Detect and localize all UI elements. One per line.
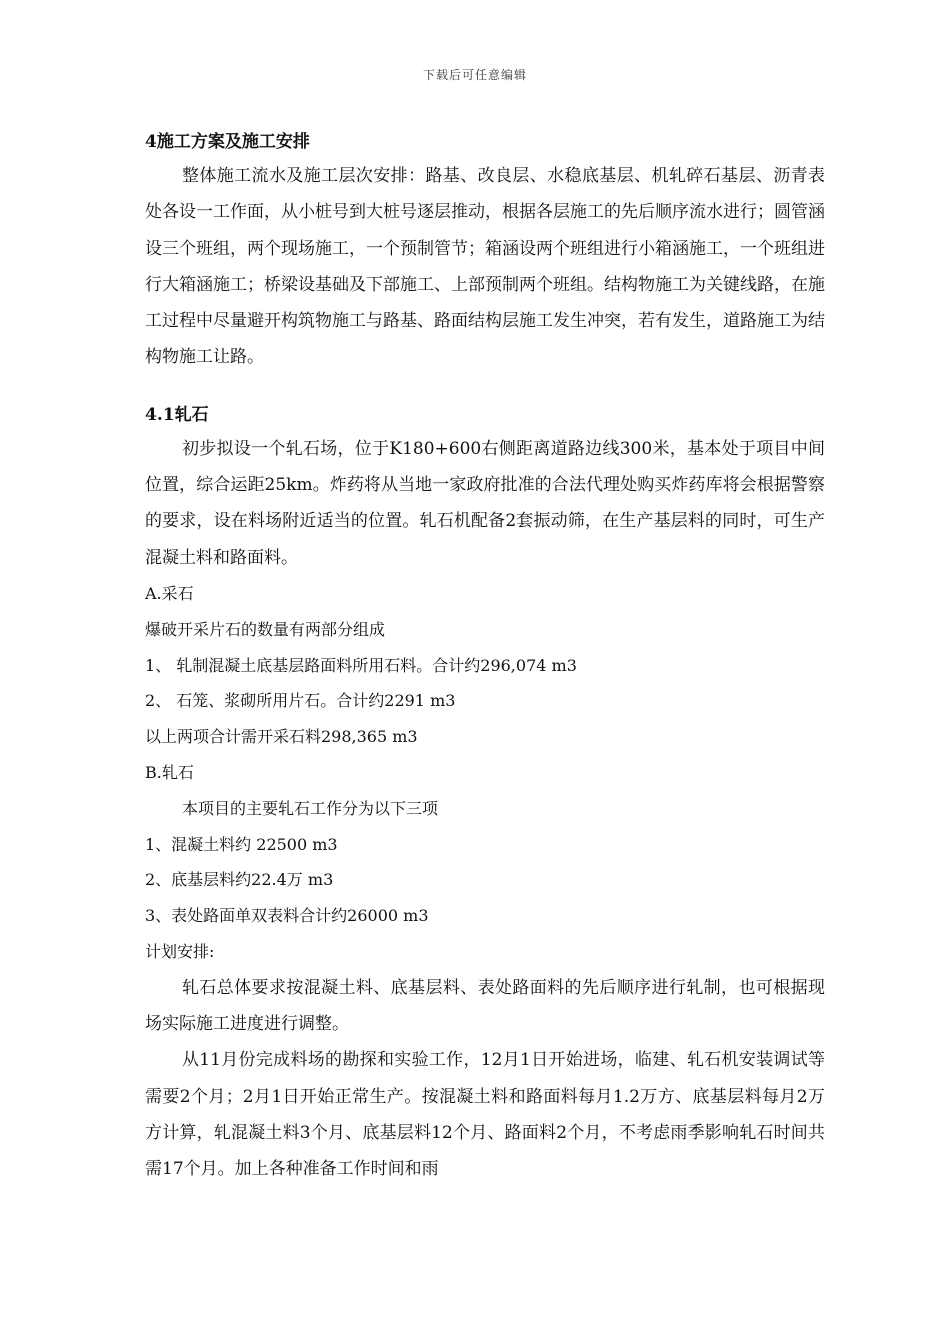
part-a-label: A.采石 <box>145 583 194 603</box>
page-header-note: 下载后可任意编辑 <box>422 68 527 82</box>
plan-paragraph-2: 从11月份完成料场的勘探和实验工作，12月1日开始进场，临建、轧石机安装调试等需要2个月；2月1日开始正常生产。按混凝土料和路面料每月1.2万方、底基层料每月2万方计算，轧混凝土料3个月、底基层料12个月、路面料2个月，不考虑雨季影响轧石时间共需17个月。加上各种准备工作时间和雨 <box>145 1050 825 1180</box>
section-4-1-title: 4.1轧石 <box>145 404 209 425</box>
part-b-label: B.轧石 <box>145 762 194 782</box>
document-body <box>145 126 825 1188</box>
part-b-item: 2、底基层料约22.4万 m3 <box>145 870 334 890</box>
plan-label: 计划安排: <box>145 941 215 961</box>
part-a-total: 以上两项合计需开采石料298,365 m3 <box>145 727 418 747</box>
section-4-paragraph: 整体施工流水及施工层次安排：路基、改良层、水稳底基层、机轧碎石基层、沥青表处各设一工作面，从小桩号到大桩号逐层推动，根据各层施工的先后顺序流水进行；圆管涵设三个班组，两个现场施工，一个预制管节；箱涵设两个班组进行小箱涵施工，一个班组进行大箱涵施工；桥梁设基础及下部施工、上部预制两个班组。结构物施工为关键线路，在施工过程中尽量避开构筑物施工与路基、路面结构层施工发生冲突，若有发生，道路施工为结构物施工让路。 <box>145 166 825 368</box>
part-a-item: 1、 轧制混凝土底基层路面料所用石料。合计约296,074 m3 <box>145 655 577 675</box>
section-4-1-intro: 初步拟设一个轧石场，位于K180+600右侧距离道路边线300米，基本处于项目中间位置，综合运距25km。炸药将从当地一家政府批准的合法代理处购买炸药库将会根据警察的要求，设在料场附近适当的位置。轧石机配备2套振动筛，在生产基层料的同时，可生产混凝土料和路面料。 <box>145 438 825 568</box>
part-a-lead: 爆破开采片石的数量有两部分组成 <box>145 619 386 639</box>
section-4-title: 4施工方案及施工安排 <box>145 132 310 152</box>
part-b-item: 1、混凝土料约 22500 m3 <box>145 834 338 854</box>
part-b-item: 3、表处路面单双表料合计约26000 m3 <box>145 906 429 926</box>
part-b-lead: 本项目的主要轧石工作分为以下三项 <box>182 798 439 818</box>
plan-paragraph-1: 轧石总体要求按混凝土料、底基层料、表处路面料的先后顺序进行轧制，也可根据现场实际施工进度进行调整。 <box>145 977 825 1035</box>
part-a-item: 2、 石笼、浆砌所用片石。合计约2291 m3 <box>145 691 456 711</box>
